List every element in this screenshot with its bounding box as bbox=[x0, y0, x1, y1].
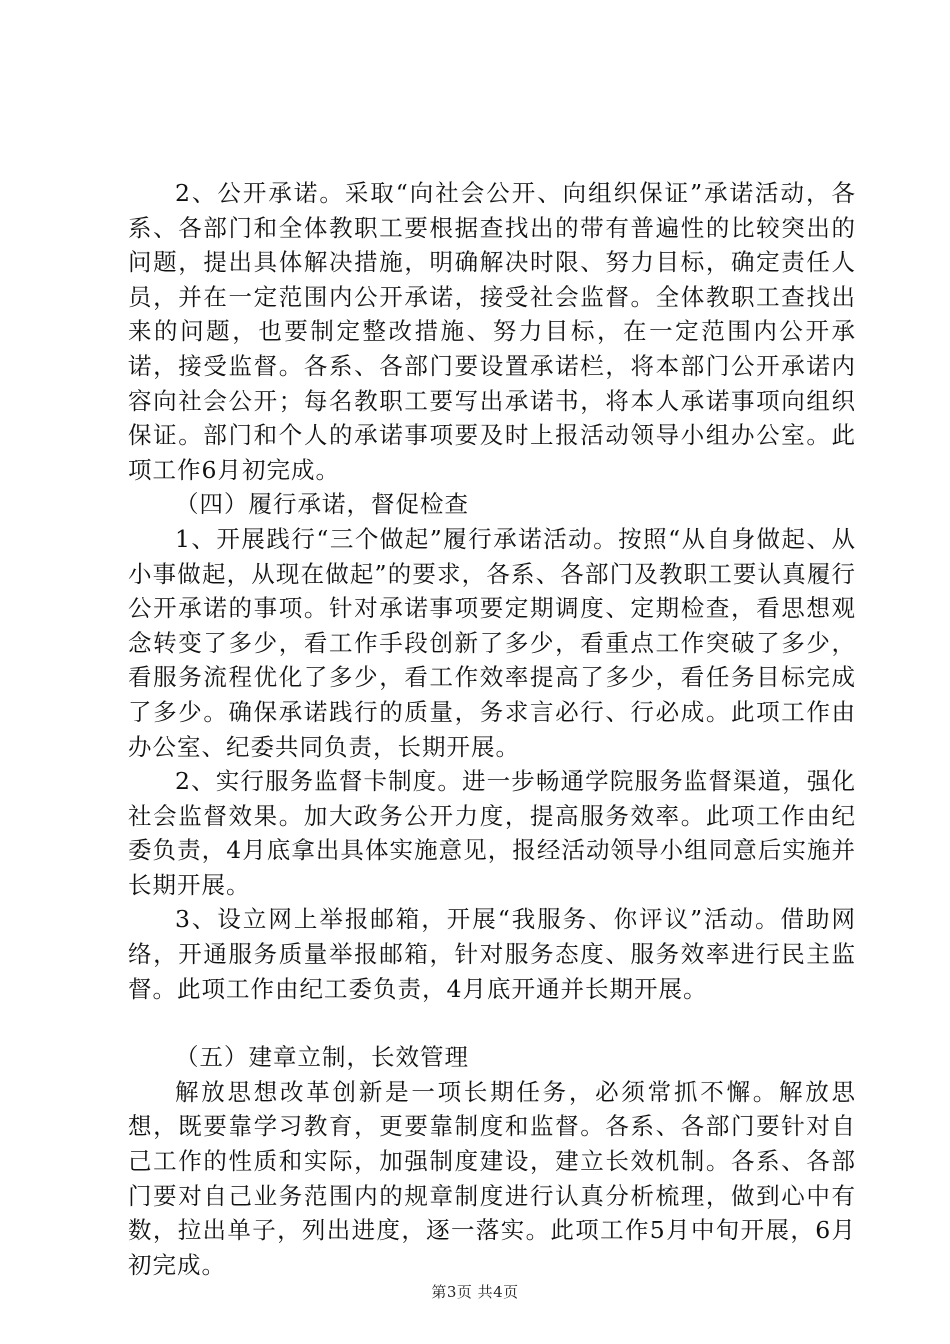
paragraph-online-report-mailbox: 3、设立网上举报邮箱，开展“我服务、你评议”活动。借助网络，开通服务质量举报邮箱，针对服务态度、服务效率进行民主监督。此项工作由纪工委负责，4月底开通并长期开展。 bbox=[128, 905, 856, 1003]
paragraph-spacer bbox=[128, 1006, 856, 1040]
page-number-footer: 第3页 共4页 bbox=[431, 1283, 519, 1301]
section-heading-rules-system: （五）建章立制，长效管理 bbox=[175, 1043, 469, 1072]
paragraph-long-term-task: 解放思想改革创新是一项长期任务，必须常抓不懈。解放思想，既要靠学习教育，更要靠制度和监督。各系、各部门要针对自己工作的性质和实际，加强制度建设，建立长效机制。各系、各部门要对自己业务范围内的规章制度进行认真分析梳理，做到心中有数，拉出单子，列出进度，逐一落实。此项工作5月中旬开展，6月初完成。 bbox=[128, 1077, 856, 1279]
paragraph-public-commitment: 2、公开承诺。采取“向社会公开、向组织保证”承诺活动，各系、各部门和全体教职工要根据查找出的带有普遍性的比较突出的问题，提出具体解决措施，明确解决时限、努力目标，确定责任人员，并在一定范围内公开承诺，接受社会监督。全体教职工查找出来的问题，也要制定整改措施、努力目标，在一定范围内公开承诺，接受监督。各系、各部门要设置承诺栏，将本部门公开承诺内容向社会公开；每名教职工要写出承诺书，将本人承诺事项向组织保证。部门和个人的承诺事项要及时上报活动领导小组办公室。此项工作6月初完成。 bbox=[128, 179, 856, 484]
paragraph-three-start: 1、开展践行“三个做起”履行承诺活动。按照“从自身做起、从小事做起，从现在做起”的要求，各系、各部门及教职工要认真履行公开承诺的事项。针对承诺事项要定期调度、定期检查，看思想观念转变了多少，看工作手段创新了多少，看重点工作突破了多少，看服务流程优化了多少，看工作效率提高了多少，看任务目标完成了多少。确保承诺践行的质量，务求言必行、行必成。此项工作由办公室、纪委共同负责，长期开展。 bbox=[128, 524, 856, 761]
document-body bbox=[128, 176, 856, 1282]
paragraph-service-supervision-card: 2、实行服务监督卡制度。进一步畅通学院服务监督渠道，强化社会监督效果。加大政务公开力度，提高服务效率。此项工作由纪委负责，4月底拿出具体实施意见，报经活动领导小组同意后实施并长期开展。 bbox=[128, 767, 856, 899]
section-heading-fulfill-commitment: （四）履行承诺，督促检查 bbox=[175, 490, 469, 519]
